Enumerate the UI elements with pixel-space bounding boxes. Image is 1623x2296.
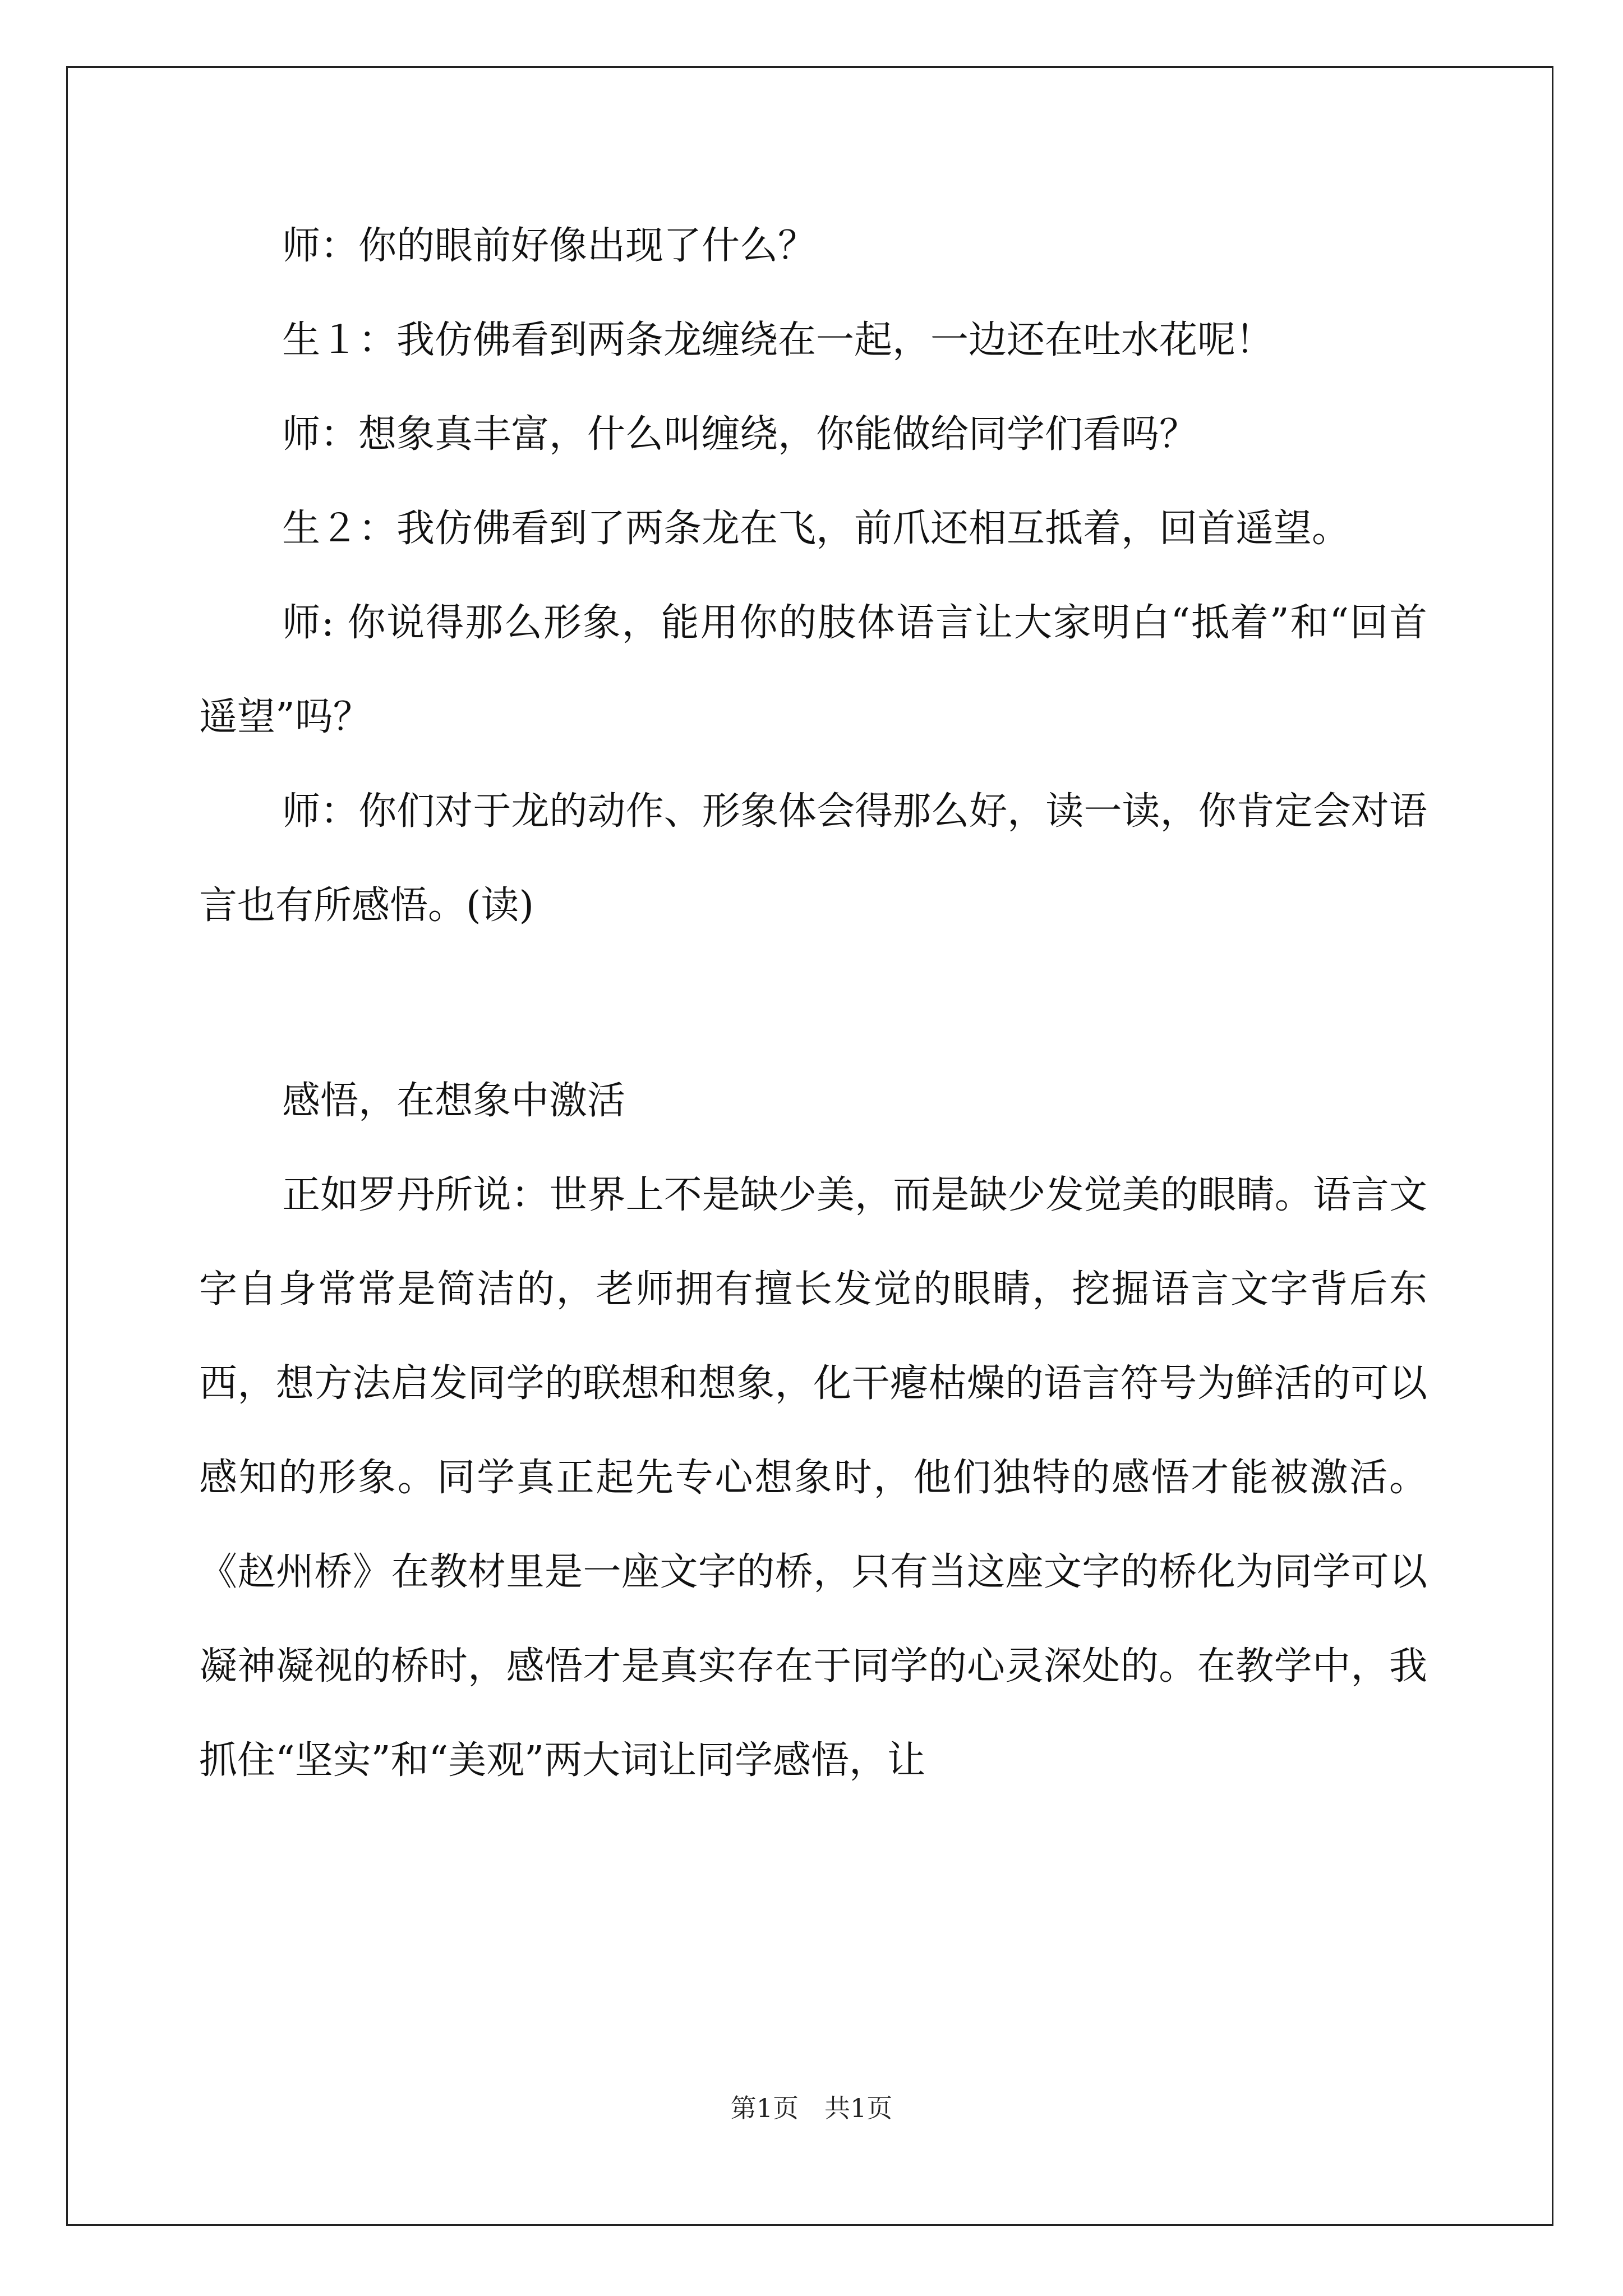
paragraph-teacher-read: 师：你们对于龙的动作、形象体会得那么好，读一读，你肯定会对语言也有所感悟。(读)	[199, 789, 1427, 928]
paragraph-teacher-question: 师：你的眼前好像出现了什么？	[282, 224, 817, 268]
paragraph-student-2: 生２：我仿佛看到了两条龙在飞，前爪还相互抵着，回首遥望。	[282, 507, 1350, 551]
paragraph-teacher-imagination: 师：想象真丰富，什么叫缠绕，你能做给同学们看吗？	[282, 412, 1198, 457]
document-body	[199, 199, 1427, 1808]
section-heading: 感悟，在想象中激活	[282, 1079, 626, 1123]
paragraph-teacher-body-language: 师: 你说得那么形象，能用你的肢体语言让大家明白“抵着”和“回首遥望”吗？	[199, 601, 1427, 739]
page-footer: 第1页 共1页	[730, 2093, 893, 2123]
paragraph-student-1: 生１：我仿佛看到两条龙缠绕在一起，一边还在吐水花呢！	[282, 318, 1274, 362]
body-paragraph: 正如罗丹所说：世界上不是缺少美，而是缺少发觉美的眼睛。语言文字自身常常是简洁的，老师拥有擅长发觉的眼睛，挖掘语言文字背后东西，想方法启发同学的联想和想象，化干瘪枯燥的语言符号为鲜活的可以感知的形象。同学真正起先专心想象时，他们独特的感悟才能被激活。《赵州桥》在教材里是一座文字的桥，只有当这座文字的桥化为同学可以凝神凝视的桥时，感悟才是真实存在于同学的心灵深处的。在教学中，我抓住“坚实”和“美观”两大词让同学感悟，让	[199, 1173, 1427, 1783]
section-spacer	[199, 953, 1427, 1054]
